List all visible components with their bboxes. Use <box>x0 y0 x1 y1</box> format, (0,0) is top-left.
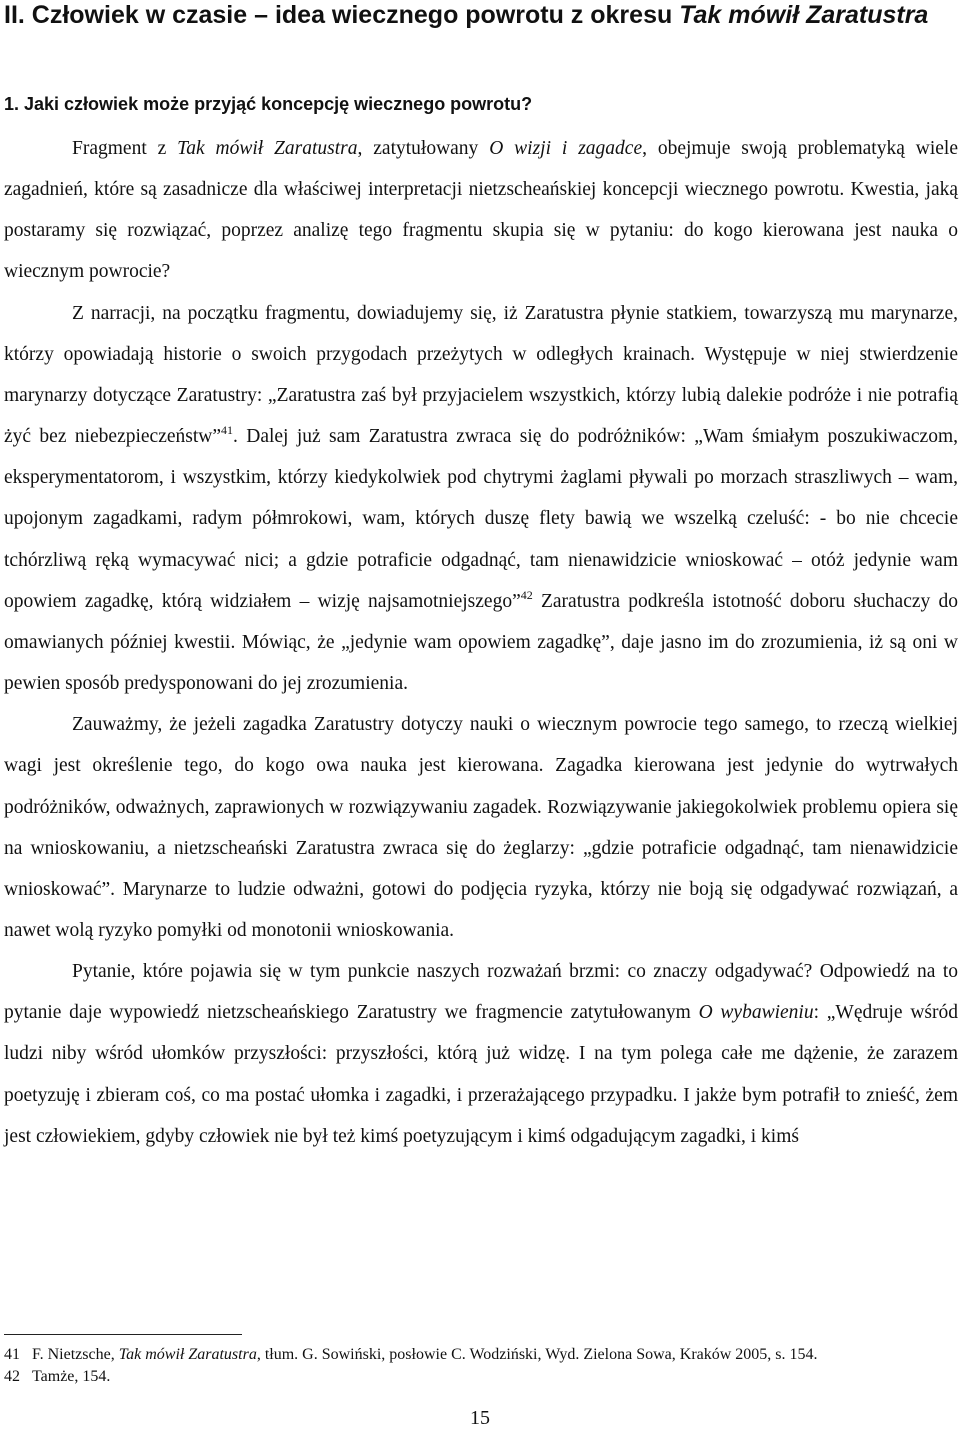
paragraph-text: : „Wędruje wśród ludzi niby wśród ułomków przyszłości: przyszłości, którą już widzę. I na tym polega całe me dążenie, że zarazem poetyzuję i zbieram coś, co ma postać ułomka i zagadki, i przerażającego przypadku. I jakże bym potrafił to znieść, żem jest człowiekiem, gdyby człowiek nie był też kimś poetyzującym i kimś odgadującym zagadki, i kimś <box>4 1002 958 1147</box>
paragraph-text: Zaratustra podkreśla istotność doboru słuchaczy do omawianych później kwestii. Mówiąc, że „jedynie wam opowiem zagadkę”, daje jasno im do zrozumienia, iż są oni w pewien sposób predysponowani do jej zrozumienia. <box>4 590 958 695</box>
chapter-heading <box>4 0 954 30</box>
paragraph-text: . Dalej już sam Zaratustra zwraca się do podróżników: „Wam śmiałym poszukiwaczom, eksperymentatorom, i wszystkim, którzy kiedykolwiek pod chytrymi żaglami pływali po morzach straszliwych – wam, upojonym zagadkami, radym półmrokowi, wam, których duszę flety bawią we wszelką czeluść: - bo nie chcecie tchórzliwą ręką wymacywać nici; a gdzie potraficie odgadnąć, tam nienawidzicie wnioskować – otóż jedynie wam opowiem zagadkę, którą widziałem – wizję najsamotniejszego” <box>4 426 958 612</box>
paragraph-text: Z narracji, na początku fragmentu, dowiadujemy się, iż Zaratustra płynie statkiem, towarzyszą mu marynarze, którzy opowiadają historie o swoich przygodach przeżytych w odległych krainach. Występuje w niej stwierdzenie marynarzy dotyczące Zaratustry: „Zaratustra zaś był przyjacielem wszystkich, którzy lubią dalekie podróże i nie potrafią żyć bez niebezpieczeństw” <box>4 302 958 448</box>
paragraph-text: , obejmuje swoją problematyką wiele zagadnień, które są zasadnicze dla właściwej interpretacji nietzscheańskiej koncepcji wiecznego powrotu. Kwestia, jaką postaramy się rozwiązać, poprzez analizę tego fragmentu skupia się w pytaniu: do kogo kierowana jest nauka o wiecznym powrocie? <box>4 138 958 283</box>
fragment-title-italic: O wizji i zagadce <box>489 138 643 159</box>
footnote-ref-41[interactable]: 41 <box>221 423 234 438</box>
paragraph-text: Fragment z <box>72 138 178 159</box>
paragraph-3 <box>4 704 958 951</box>
footnotes <box>4 1344 954 1388</box>
paragraph-2 <box>4 293 958 705</box>
footnote-book-title: Tak mówił Zaratustra <box>118 1346 257 1363</box>
paragraph-1 <box>4 128 958 293</box>
paragraph-text: Zauważmy, że jeżeli zagadka Zaratustry dotyczy nauki o wiecznym powrocie tego samego, to rzeczą wielkiej wagi jest określenie tego, do kogo owa nauka jest kierowana. Zagadka kierowana jest jedynie do wytrwałych podróżników, odważnych, zaprawionych w rozwiązywaniu zagadek. Rozwiązywanie jakiegokolwiek problemu opiera się na wnioskowaniu, a nietzscheański Zaratustra zwraca się do żeglarzy: „gdzie potraficie odgadnąć, tam nienawidzicie wnioskować”. Marynarze to ludzie odważni, gotowi do podjęcia ryzyka, którzy nie boją się odgadywać rozwiązań, a nawet wolą ryzyko pomyłki od monotonii wnioskowania. <box>4 714 958 941</box>
paragraph-text: Pytanie, które pojawia się w tym punkcie naszych rozważań brzmi: co znaczy odgadywać? Odpowiedź na to pytanie daje wypowiedź nietzscheańskiego Zaratustry we fragmencie zatytułowanym <box>4 961 958 1024</box>
footnote-text-part: Tamże, 154. <box>32 1368 111 1385</box>
body-text <box>4 128 958 1157</box>
footnote-number: 42 <box>4 1368 20 1385</box>
paragraph-4 <box>4 951 958 1157</box>
footnote-separator <box>4 1334 242 1335</box>
book-title-italic: Tak mówił Zaratustra <box>177 138 358 159</box>
footnote-text <box>32 1344 954 1365</box>
footnote-text-part: , tłum. G. Sowiński, posłowie C. Wodziński, Wyd. Zielona Sowa, Kraków 2005, s. 154. <box>256 1346 818 1363</box>
section-heading: 1. Jaki człowiek może przyjąć koncepcję wiecznego powrotu? <box>4 94 533 114</box>
footnote-text-part: F. Nietzsche, <box>32 1346 119 1363</box>
chapter-heading-text: II. Człowiek w czasie – idea wiecznego powrotu z okresu <box>4 1 680 29</box>
chapter-heading-book-title: Tak mówił Zaratustra <box>679 1 929 29</box>
footnote-41 <box>4 1344 954 1365</box>
footnote-ref-42[interactable]: 42 <box>520 587 533 602</box>
footnote-number: 41 <box>4 1346 20 1363</box>
paragraph-text: , zatytułowany <box>357 138 490 159</box>
footnote-text <box>32 1366 954 1387</box>
fragment-title-italic: O wybawieniu <box>698 1002 814 1024</box>
page-number: 15 <box>470 1407 490 1429</box>
footnote-42 <box>4 1366 954 1387</box>
